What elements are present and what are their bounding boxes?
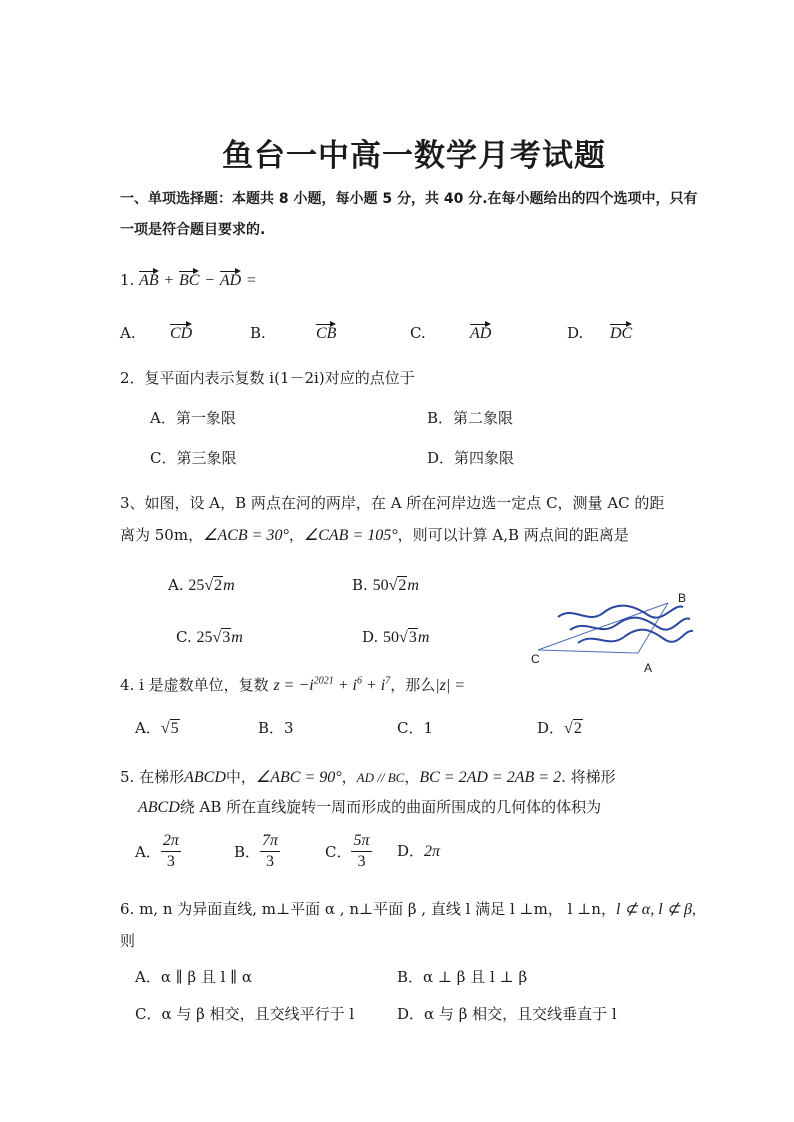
q5-option-a[interactable] xyxy=(135,832,181,871)
q1-option-a[interactable] xyxy=(120,324,136,342)
option-text: α ∥ β 且 l ∥ α xyxy=(160,968,253,986)
expr-part: + i xyxy=(361,677,386,694)
option-value: 25√3m xyxy=(196,629,243,646)
question-6-line1 xyxy=(120,898,696,919)
option-label: C． xyxy=(397,719,424,737)
condition-lengths: BC = 2AD = 2AB = 2 xyxy=(419,769,562,786)
condition-parallel: AD // BC xyxy=(356,770,405,785)
question-number: 1. xyxy=(120,271,135,289)
option-label: A. xyxy=(120,324,136,342)
separator: ， xyxy=(288,526,304,544)
radicand: 3 xyxy=(222,629,231,646)
coefficient: 50 xyxy=(383,629,400,646)
question-5-line1 xyxy=(120,766,616,787)
q3-option-a[interactable] xyxy=(168,576,235,595)
radicand: 5 xyxy=(170,720,179,737)
q1-option-d[interactable] xyxy=(567,324,583,342)
section-heading-line1: 一、单项选择题：本题共 8 小题，每小题 5 分，共 40 分.在每小题给出的四个选项中，只有 xyxy=(120,191,698,207)
fraction xyxy=(351,832,371,871)
option-label: C． xyxy=(150,449,177,467)
river-wave xyxy=(570,618,690,630)
denominator: 3 xyxy=(166,853,175,870)
q5-text: 中， xyxy=(225,768,256,786)
vector-ab: AB xyxy=(139,268,159,290)
q2-option-d[interactable] xyxy=(427,447,514,468)
q3-text: ，则可以计算 A,B 两点间的距离是 xyxy=(397,526,629,544)
q6-option-b[interactable] xyxy=(397,966,527,987)
question-4-stem xyxy=(120,674,465,695)
condition-not-subset: l ⊄ α, l ⊄ β, xyxy=(615,901,697,918)
option-label: D． xyxy=(537,719,565,737)
point-b-label: B xyxy=(678,591,687,605)
unit: m xyxy=(231,629,243,646)
numerator: 7π xyxy=(260,832,280,852)
q5-option-b[interactable] xyxy=(234,832,280,871)
option-label: B． xyxy=(397,968,424,986)
numerator: 5π xyxy=(351,832,371,852)
vector-cb: CB xyxy=(316,321,336,343)
q2-option-a[interactable] xyxy=(150,407,236,428)
option-value: 3 xyxy=(284,719,294,737)
option-text: α ⊥ β 且 l ⊥ β xyxy=(423,968,528,986)
q5-text: . 将梯形 xyxy=(561,768,616,786)
section-heading-line2: 一项是符合题目要求的. xyxy=(120,222,266,238)
radicand: 2 xyxy=(573,720,582,737)
coefficient: 25 xyxy=(196,629,213,646)
trapezoid-name: ABCD xyxy=(138,799,180,816)
q4-option-d[interactable] xyxy=(537,717,583,738)
option-label: A． xyxy=(135,843,161,861)
unit: m xyxy=(407,577,419,594)
operator: − xyxy=(204,272,216,289)
option-value: 2π xyxy=(424,843,441,860)
q6-option-a[interactable] xyxy=(135,966,252,987)
option-label: A. xyxy=(168,576,184,594)
vector-bc: BC xyxy=(179,268,199,290)
q3-option-b[interactable] xyxy=(352,576,419,595)
option-label: D． xyxy=(427,449,455,467)
q1-option-b-value xyxy=(316,321,336,343)
option-label: B． xyxy=(427,409,454,427)
q5-option-c[interactable] xyxy=(325,832,372,871)
separator: ， xyxy=(404,768,420,786)
q3-text: 离为 50m， xyxy=(120,526,204,544)
point-a-label: A xyxy=(644,661,653,675)
separator: ， xyxy=(341,768,357,786)
q5-text: 5. 在梯形 xyxy=(120,768,185,786)
q5-option-d[interactable] xyxy=(397,840,440,861)
q3-option-c[interactable] xyxy=(176,628,243,647)
vector-ad: AD xyxy=(470,321,491,343)
river-wave xyxy=(578,630,693,643)
option-label: B. xyxy=(250,324,266,342)
q5-text: 绕 AB 所在直线旋转一周而形成的曲面所围成的几何体的体积为 xyxy=(179,798,602,816)
exponent: 2021 xyxy=(313,675,334,687)
segment-ab xyxy=(638,603,668,653)
q6-text: 6. m, n 为异面直线, m⊥平面 α , n⊥平面 β , 直线 l 满足 l ⊥m， l ⊥n， xyxy=(120,900,616,918)
exponent: 7 xyxy=(385,675,391,687)
vector-dc: DC xyxy=(610,321,632,343)
angle-cab: ∠CAB = 105° xyxy=(303,527,398,544)
fraction xyxy=(260,832,280,871)
complex-expression xyxy=(273,677,390,694)
question-3-line1: 3、如图，设 A，B 两点在河的两岸，在 A 所在河岸边选一定点 C，测量 AC 的距 xyxy=(120,494,665,512)
unit: m xyxy=(417,629,430,646)
option-label: B. xyxy=(352,576,368,594)
radicand: 3 xyxy=(408,629,417,646)
vector-cd: CD xyxy=(170,321,192,343)
q1-option-c[interactable] xyxy=(410,324,426,342)
exponent: 6 xyxy=(356,675,362,687)
option-text: 第三象限 xyxy=(176,449,237,467)
equals-sign: = xyxy=(245,272,257,289)
modulus-z: |z| = xyxy=(435,677,466,694)
option-label: B． xyxy=(234,843,261,861)
coefficient: 25 xyxy=(188,577,205,594)
question-1-stem xyxy=(120,268,257,290)
q6-option-c[interactable] xyxy=(135,1003,354,1024)
denominator: 3 xyxy=(266,853,275,870)
option-value: √2 xyxy=(564,720,582,737)
option-label: A． xyxy=(150,409,176,427)
q4-text: ，那么 xyxy=(390,676,436,694)
option-label: C． xyxy=(325,843,352,861)
q1-option-c-value xyxy=(470,321,491,343)
fraction xyxy=(161,832,181,871)
coefficient: 50 xyxy=(372,577,389,594)
expr-part: + i xyxy=(333,677,357,694)
option-label: D. xyxy=(362,628,379,646)
option-label: C． xyxy=(135,1005,162,1023)
option-value: 25√2m xyxy=(188,577,235,594)
option-label: C. xyxy=(410,324,426,342)
trapezoid-name: ABCD xyxy=(184,769,226,786)
q4-text: 4. i 是虚数单位，复数 xyxy=(120,676,269,694)
segment-ca xyxy=(538,650,638,653)
option-text: 第二象限 xyxy=(453,409,514,427)
q6-option-d[interactable] xyxy=(397,1003,617,1024)
point-c-label: C xyxy=(531,652,540,666)
question-5-line2 xyxy=(138,796,601,817)
radicand: 2 xyxy=(214,577,223,594)
numerator: 2π xyxy=(161,832,181,852)
option-value: 50√2m xyxy=(372,577,419,594)
option-value: 1 xyxy=(423,719,434,737)
q1-option-b[interactable] xyxy=(250,324,266,342)
option-text: 第四象限 xyxy=(454,449,515,467)
option-label: D． xyxy=(397,842,425,860)
option-text: α 与 β 相交，且交线平行于 l xyxy=(161,1005,355,1023)
q2-option-c[interactable] xyxy=(150,447,237,468)
vector-ad: AD xyxy=(220,268,241,290)
question-2-stem: 2．复平面内表示复数 i(1－2i)对应的点位于 xyxy=(120,369,415,387)
page-title: 鱼台一中高一数学月考试题 xyxy=(222,138,606,174)
option-text: 第一象限 xyxy=(175,409,236,427)
river-figure xyxy=(528,585,698,675)
q4-option-c[interactable] xyxy=(397,717,433,738)
option-label: A． xyxy=(135,719,161,737)
option-label: C. xyxy=(176,628,192,646)
angle-acb: ∠ACB = 30° xyxy=(203,527,289,544)
q3-option-d[interactable] xyxy=(362,628,429,647)
option-value: 50√3m xyxy=(383,629,430,646)
question-3-line2 xyxy=(120,524,629,545)
option-text: α 与 β 相交，且交线垂直于 l xyxy=(424,1005,617,1023)
q4-option-a[interactable] xyxy=(135,717,180,738)
option-label: D. xyxy=(567,324,584,342)
option-label: D． xyxy=(397,1005,425,1023)
q1-option-a-value xyxy=(170,321,192,343)
unit: m xyxy=(223,577,235,594)
condition-angle: ∠ABC = 90° xyxy=(255,769,342,786)
denominator: 3 xyxy=(357,853,366,870)
segment-cb xyxy=(538,603,668,650)
q4-option-b[interactable] xyxy=(258,717,294,738)
option-label: B． xyxy=(258,719,285,737)
radicand: 2 xyxy=(398,577,407,594)
question-6-line2: 则 xyxy=(120,932,136,950)
option-value: √5 xyxy=(160,720,179,737)
q1-option-d-value xyxy=(610,321,632,343)
option-label: A． xyxy=(135,968,161,986)
operator: + xyxy=(163,272,175,289)
q2-option-b[interactable] xyxy=(427,407,513,428)
expr-part: z = −i xyxy=(273,677,314,694)
river-wave xyxy=(558,606,683,618)
